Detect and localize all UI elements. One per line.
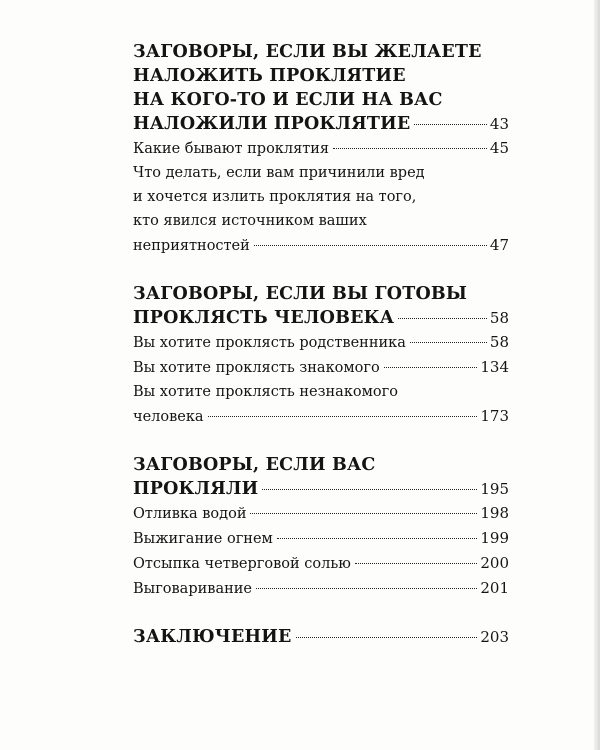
section-title-line: ЗАГОВОРЫ, ЕСЛИ ВЫ ЖЕЛАЕТЕ [133,42,482,62]
entry-text: Отсыпка четверговой солью [133,556,351,572]
toc-section [133,453,509,601]
page-number: 199 [480,529,509,547]
entry-text: Отливка водой [133,506,247,522]
page-number: 195 [480,480,509,498]
page-number: 203 [480,628,509,646]
toc-entry[interactable] [133,330,509,355]
dot-leader [277,538,478,539]
entry-text: Выговаривание [133,581,252,597]
page-number: 58 [489,333,509,351]
scan-edge-shadow [594,0,600,750]
page-number: 173 [480,407,509,425]
entry-text: кто явился источником ваших [133,213,367,229]
dot-leader [410,342,487,343]
toc-entry[interactable] [133,161,509,258]
dot-leader [250,513,477,514]
section-title-row[interactable] [133,625,509,649]
toc-entry[interactable] [133,526,509,551]
section-title-line: ПРОКЛЯСТЬ ЧЕЛОВЕКА [133,308,395,328]
section-title-row[interactable] [133,112,509,136]
entry-text: неприятностей [133,238,250,254]
section-title-line: ЗАГОВОРЫ, ЕСЛИ ВАС [133,455,376,475]
toc-entry[interactable] [133,576,509,601]
section-title-line: ПРОКЛЯЛИ [133,479,259,499]
table-of-contents [133,40,509,673]
section-title-line: ЗАКЛЮЧЕНИЕ [133,627,292,647]
dot-leader [262,489,477,490]
entry-text: Какие бывают проклятия [133,141,330,157]
section-title-line: НА КОГО-ТО И ЕСЛИ НА ВАС [133,90,443,110]
entry-text: Вы хотите проклясть незнакомого [133,384,398,400]
page-number: 198 [480,504,509,522]
section-title-row[interactable] [133,306,509,330]
page-number: 134 [480,358,509,376]
toc-entry[interactable] [133,380,509,429]
toc-entry[interactable] [133,136,509,161]
toc-entry[interactable] [133,355,509,380]
entry-text: Вы хотите проклясть знакомого [133,360,380,376]
dot-leader [256,588,477,589]
entry-text: Выжигание огнем [133,531,273,547]
entry-text: человека [133,409,204,425]
dot-leader [254,245,487,246]
dot-leader [414,124,487,125]
dot-leader [208,416,478,417]
page-number: 43 [489,115,509,133]
dot-leader [296,637,478,638]
entry-text: Что делать, если вам причинили вред [133,165,425,181]
dot-leader [355,563,478,564]
entry-text: и хочется излить проклятия на того, [133,189,417,205]
toc-entry[interactable] [133,551,509,576]
dot-leader [384,367,478,368]
page-number: 47 [489,236,509,254]
section-title-line: НАЛОЖИЛИ ПРОКЛЯТИЕ [133,114,411,134]
page-number: 200 [480,554,509,572]
dot-leader [398,318,487,319]
toc-entry[interactable] [133,501,509,526]
page-number: 201 [480,579,509,597]
section-title-line: ЗАГОВОРЫ, ЕСЛИ ВЫ ГОТОВЫ [133,284,468,304]
page-number: 58 [489,309,509,327]
section-title-row[interactable] [133,477,509,501]
dot-leader [333,148,487,149]
toc-section [133,625,509,649]
page-number: 45 [489,139,509,157]
toc-section [133,40,509,258]
toc-section [133,282,509,429]
entry-text: Вы хотите проклясть родственника [133,335,406,351]
section-title-line: НАЛОЖИТЬ ПРОКЛЯТИЕ [133,66,406,86]
